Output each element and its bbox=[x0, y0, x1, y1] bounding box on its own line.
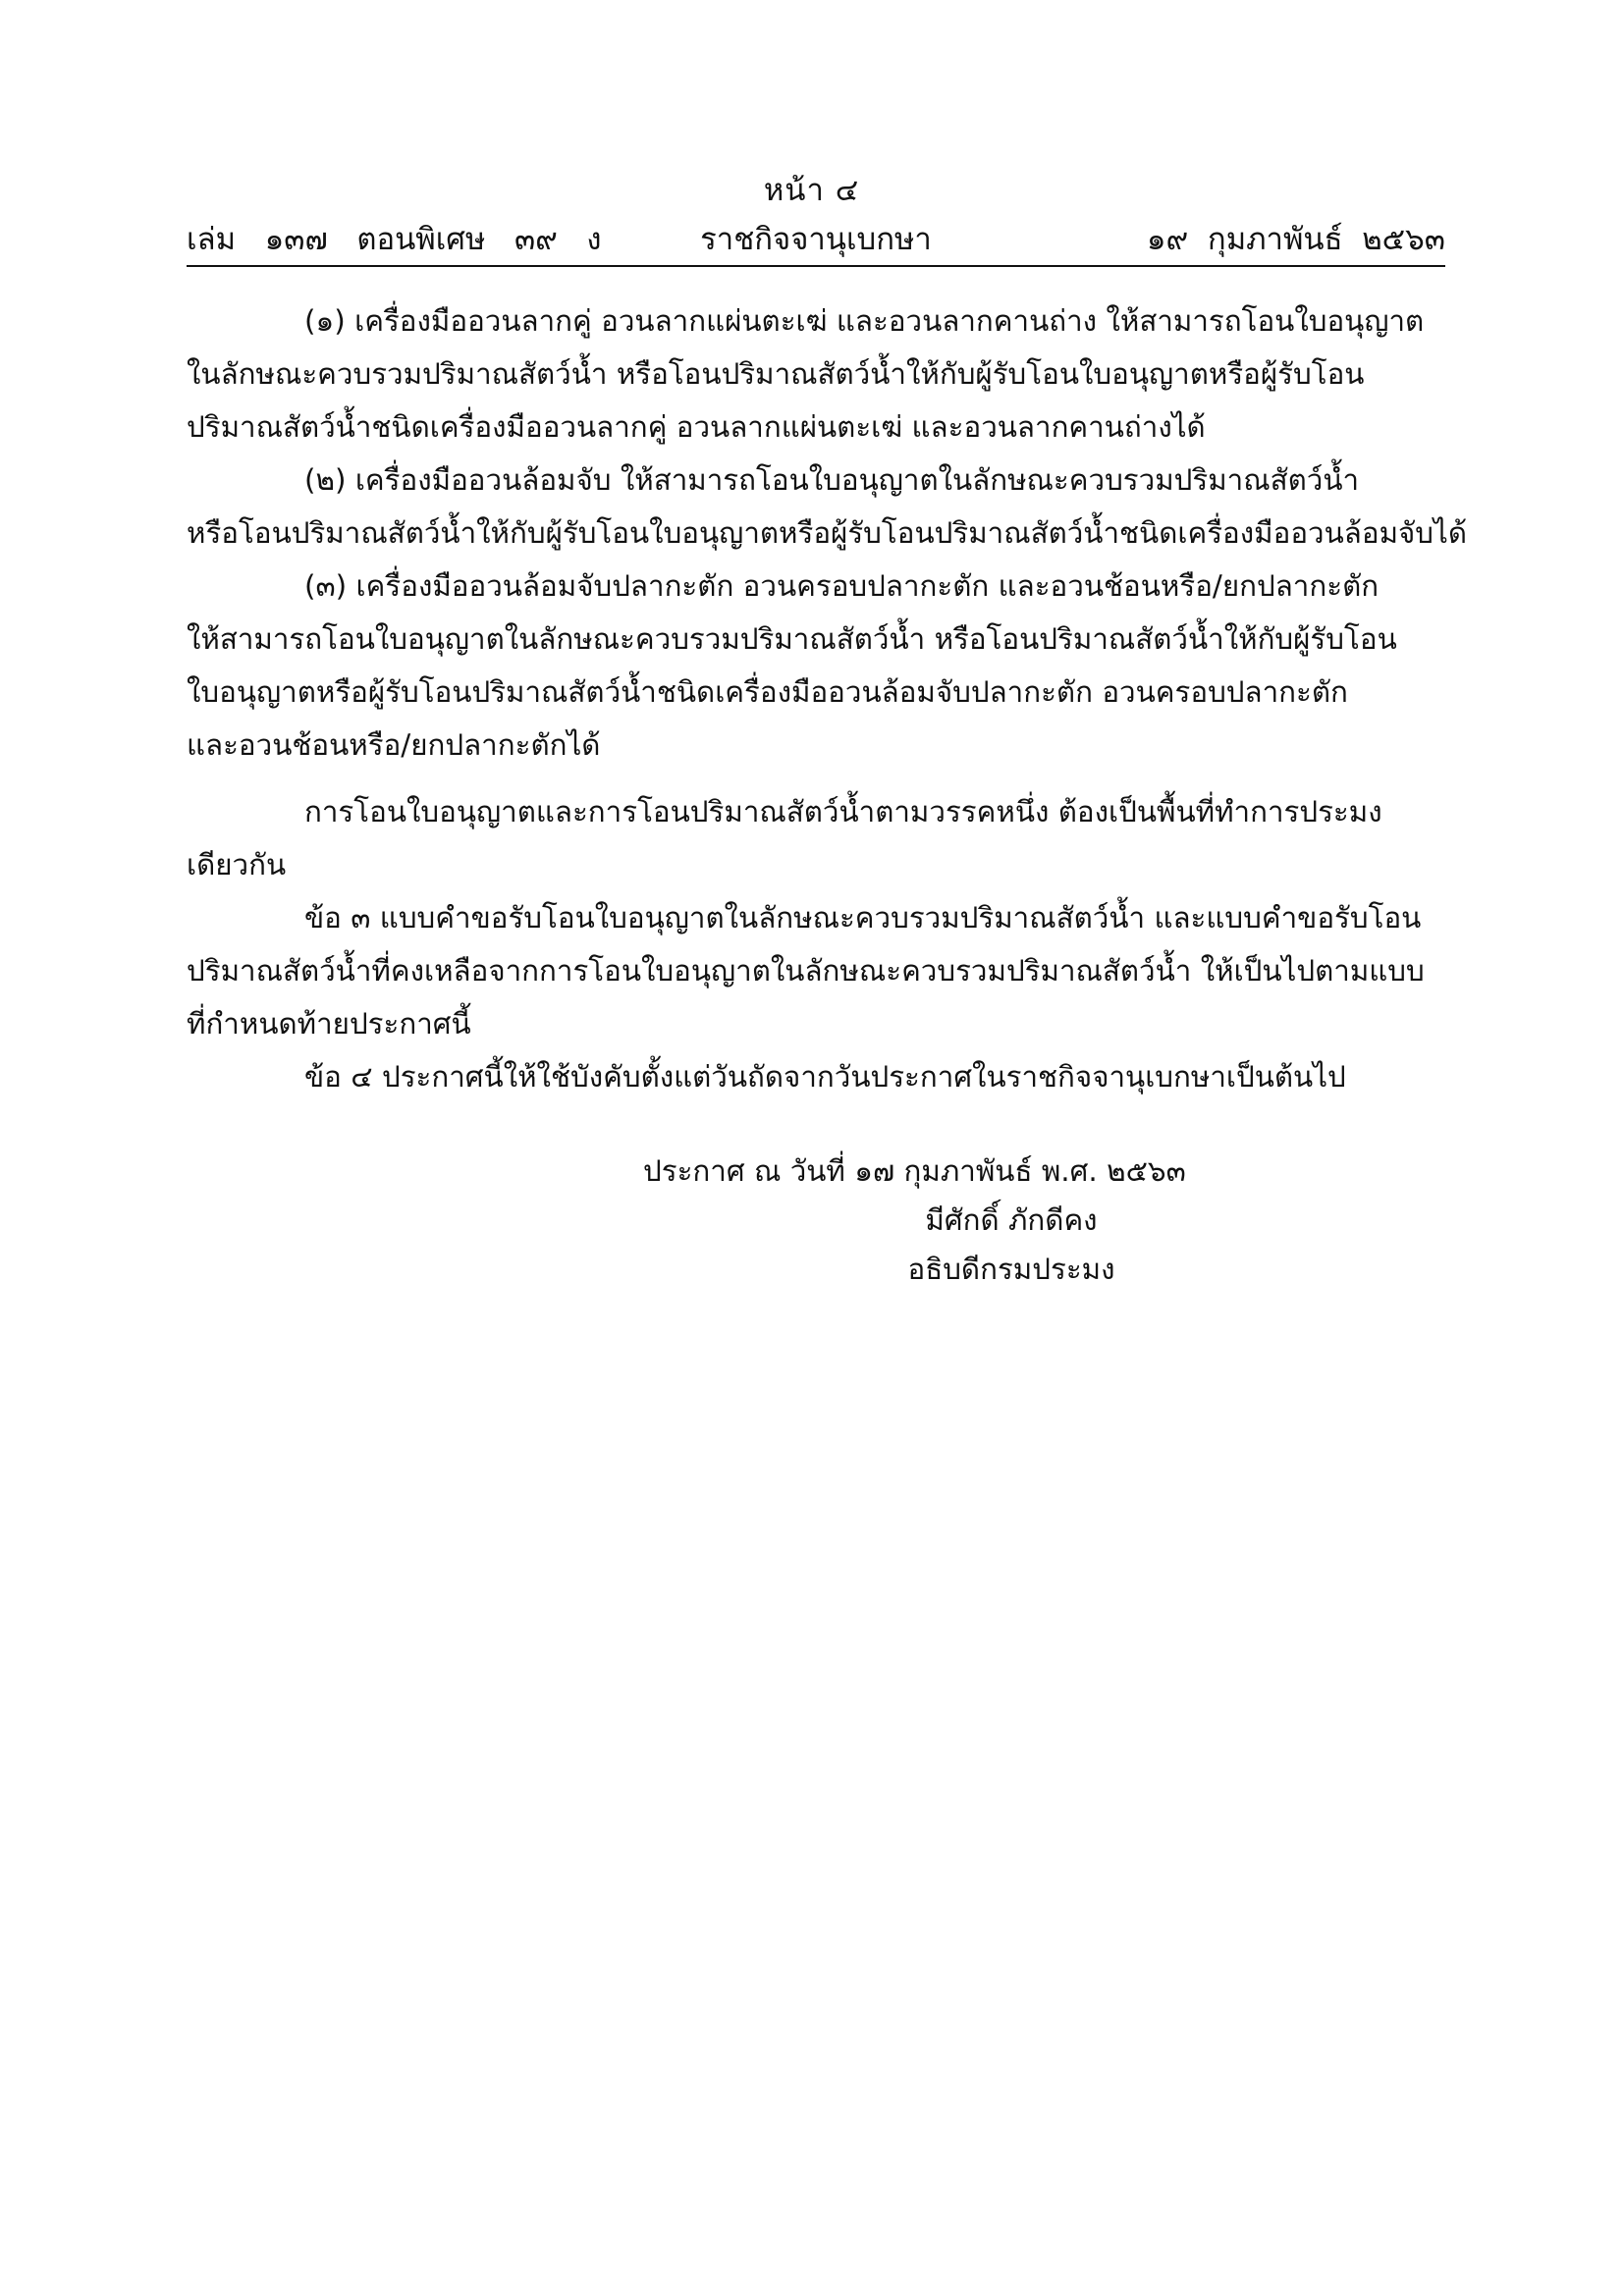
signatory-position: อธิบดีกรมประมง bbox=[907, 1253, 1115, 1286]
document-body bbox=[187, 294, 1468, 1103]
body-line: ปริมาณสัตว์น้ำชนิดเครื่องมืออวนลากคู่ อวนลากแผ่นตะเฆ่ และอวนลากคานถ่างได้ bbox=[187, 410, 1206, 444]
paragraph-gap bbox=[187, 772, 1445, 785]
body-line: ให้สามารถโอนใบอนุญาตในลักษณะควบรวมปริมาณสัตว์น้ำ หรือโอนปริมาณสัตว์น้ำให้กับผู้รับโอน bbox=[187, 622, 1397, 656]
body-line: ในลักษณะควบรวมปริมาณสัตว์น้ำ หรือโอนปริมาณสัตว์น้ำให้กับผู้รับโอนใบอนุญาตหรือผู้รับโอน bbox=[187, 357, 1365, 391]
body-line: หรือโอนปริมาณสัตว์น้ำให้กับผู้รับโอนใบอนุญาตหรือผู้รับโอนปริมาณสัตว์น้ำชนิดเครื่องมืออวนล้อมจับได้ bbox=[187, 516, 1468, 550]
header-date: ๑๙ กุมภาพันธ์ ๒๕๖๓ bbox=[1146, 222, 1445, 257]
gazette-header bbox=[187, 214, 1445, 257]
body-line: เดียวกัน bbox=[187, 848, 287, 881]
header-volume-issue: เล่ม ๑๓๗ ตอนพิเศษ ๓๙ ง bbox=[187, 222, 602, 257]
body-line: ใบอนุญาตหรือผู้รับโอนปริมาณสัตว์น้ำชนิดเครื่องมืออวนล้อมจับปลากะตัก อวนครอบปลากะตัก bbox=[187, 675, 1348, 709]
body-line: ข้อ ๔ ประกาศนี้ให้ใช้บังคับตั้งแต่วันถัดจากวันประกาศในราชกิจจานุเบกษาเป็นต้นไป bbox=[304, 1060, 1346, 1094]
body-line: การโอนใบอนุญาตและการโอนปริมาณสัตว์น้ำตามวรรคหนึ่ง ต้องเป็นพื้นที่ทำการประมง bbox=[304, 795, 1382, 828]
body-line: และอวนช้อนหรือ/ยกปลากะตักได้ bbox=[187, 728, 601, 762]
signatory-name: มีศักดิ์ ภักดีคง bbox=[925, 1203, 1098, 1237]
body-line: ปริมาณสัตว์น้ำที่คงเหลือจากการโอนใบอนุญาตในลักษณะควบรวมปริมาณสัตว์น้ำ ให้เป็นไปตามแบบ bbox=[187, 954, 1425, 988]
header-publication: ราชกิจจานุเบกษา bbox=[700, 222, 932, 257]
signature-block bbox=[643, 1147, 1271, 1294]
signature-date: ประกาศ ณ วันที่ ๑๗ กุมภาพันธ์ พ.ศ. ๒๕๖๓ bbox=[643, 1154, 1186, 1188]
body-line: ข้อ ๓ แบบคำขอรับโอนใบอนุญาตในลักษณะควบรวมปริมาณสัตว์น้ำ และแบบคำขอรับโอน bbox=[304, 901, 1422, 934]
page-number: หน้า ๔ bbox=[763, 173, 860, 208]
body-line: (๓) เครื่องมืออวนล้อมจับปลากะตัก อวนครอบปลากะตัก และอวนช้อนหรือ/ยกปลากะตัก bbox=[304, 569, 1380, 603]
body-line: (๑) เครื่องมืออวนลากคู่ อวนลากแผ่นตะเฆ่ และอวนลากคานถ่าง ให้สามารถโอนใบอนุญาต bbox=[304, 304, 1425, 338]
header-rule bbox=[187, 265, 1445, 267]
body-line: (๒) เครื่องมืออวนล้อมจับ ให้สามารถโอนใบอนุญาตในลักษณะควบรวมปริมาณสัตว์น้ำ bbox=[304, 463, 1360, 497]
body-line: ที่กำหนดท้ายประกาศนี้ bbox=[187, 1007, 471, 1041]
